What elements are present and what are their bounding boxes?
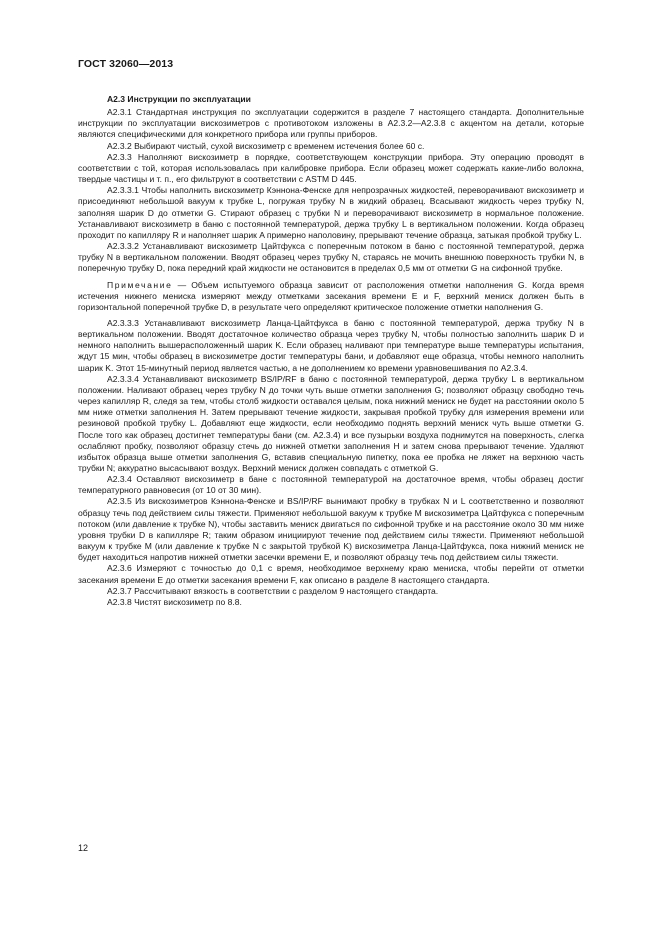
paragraph-a2-3-4: А2.3.4 Оставляют вискозиметр в бане с постоянной температурой на достаточное время, чтобы образец достиг температурного равновесия (от 10 от 30 мин). <box>78 474 584 496</box>
paragraph-a2-3-1: А2.3.1 Стандартная инструкция по эксплуатации содержится в разделе 7 настоящего стандарта. Дополнительные инструкции по эксплуатации вискозиметров с противотоком изложены в А2.3.2—А2.3.8 с акцентом на детали, которые являются специфическими для конкретного прибора или группы приборов. <box>78 107 584 140</box>
paragraph-a2-3-2: А2.3.2 Выбирают чистый, сухой вискозиметр с временем истечения более 60 с. <box>107 140 425 151</box>
paragraph-a2-3-5: А2.3.5 Из вискозиметров Кэннона-Фенске и BS/IP/RF вынимают пробку в трубках N и L соответственно и позволяют образцу течь под действием силы тяжести. Применяют небольшой вакуум к трубке M вискозиметра Цайтфукса с поперечным потоком (или давление к трубке N), чтобы заставить мениск двигаться по сифонной трубке и на расстояние около 30 мм ниже уровня трубки D в капилляре R; таким образом инициируют течение под действием силы тяжести. Применяют небольшой вакуум к трубке M (или давление к трубке N с закрытой трубкой K) вискозиметра Ланца-Цайтфукса, пока нижний мениск не будет находиться напротив нижней отметки засечки времени E, и позволяют образцу течь под действием силы тяжести. <box>78 496 584 563</box>
paragraph-a2-3-8: А2.3.8 Чистят вискозиметр по 8.8. <box>107 596 242 607</box>
paragraph-a2-3-6: А2.3.6 Измеряют с точностью до 0,1 с время, необходимое верхнему краю мениска, чтобы перейти от отметки засекания времени E до отметки засекания времени F, как описано в разделе 8 настоящего стандарта. <box>78 563 584 585</box>
note-text: — Объем испытуемого образца зависит от расположения отметки наполнения G. Когда время истечения нижнего мениска измеряют между отметками засекания времени E и F, верхний мениск должен быть в горизонтальной поперечной трубке D, в результате чего определяют критическое положение отметки наполнения G. <box>78 279 584 312</box>
paragraph-a2-3-3-1: А2.3.3.1 Чтобы наполнить вискозиметр Кэннона-Фенске для непрозрачных жидкостей, переворачивают вискозиметр и присоединяют небольшой вакуум к трубке L, погружая трубку N в жидкий образец. Всасывают жидкость через трубку N, заполняя шарик D до отметки G. Стирают образец с трубки N и переворачивают вискозиметр в нормальное положение. Устанавливают вискозиметр в баню с постоянной температурой, держа трубку L в вертикальном положении. Когда образец проходит по капилляру R и наполняет шарик A примерно наполовину, прерывают течение образца, затыкая пробкой трубку L. <box>78 185 584 240</box>
note-paragraph <box>78 280 584 313</box>
section-heading: А2.3 Инструкции по эксплуатации <box>107 94 251 104</box>
note-label: Примечание <box>107 279 173 290</box>
paragraph-a2-3-7: А2.3.7 Рассчитывают вязкость в соответствии с разделом 9 настоящего стандарта. <box>107 585 439 596</box>
paragraph-a2-3-3-3: А2.3.3.3 Устанавливают вискозиметр Ланца-Цайтфукса в баню с постоянной температурой, держа трубку N в вертикальном положении. Вводят достаточное количество образца через трубку N, чтобы полностью заполнить шарик D и немного наполнить вышерасположенный шарик K. Если образец наливают при температуре выше температуры испытания, ждут 15 мин, чтобы образец в вискозиметре достиг температуры бани, и добавляют еще образца, чтобы немного наполнить шарик K. Этот 15-минутный период является частью, а не дополнением ко времени уравновешивания по А2.3.4. <box>78 317 584 373</box>
paragraph-a2-3-3: А2.3.3 Наполняют вискозиметр в порядке, соответствующем конструкции прибора. Эту операцию проводят в соответствии с той, которая использовалась при калибровке прибора. Если образец может содержать какие-либо волокна, твердые частицы и т. п., его фильтруют в соответствии с ASTM D 445. <box>78 151 584 185</box>
document-header: ГОСТ 32060—2013 <box>78 58 174 70</box>
document-body <box>78 94 584 608</box>
paragraph-a2-3-3-4: А2.3.3.4 Устанавливают вискозиметр BS/IP/RF в баню с постоянной температурой, держа трубку L в вертикальном положении. Наливают образец через трубку N до точки чуть выше отметки заполнения G; позволяют образцу свободно течь через капилляр R, следя за тем, чтобы столб жидкости оставался целым, пока нижний мениск не будет на расстоянии около 5 мм ниже отметки заполнения H. Затем прерывают течение жидкости, закрывая пробкой трубку для измерения времени или резиновой пробкой трубку L. Добавляют еще жидкости, если необходимо поднять верхний мениск чуть выше отметки G. После того как образец достигнет температуры бани (см. А2.3.4) и все пузырьки воздуха поднимутся на поверхность, слегка ослабляют пробку, позволяют образцу стечь до нижней отметки заполнения H и затем снова прерывают течение. Удаляют избыток образца выше отметки заполнения G, вставив специальную пипетку, пока ее пробка не ляжет на верхнюю часть трубки N; аккуратно высасывают воздух. Верхний мениск должен совпадать с отметкой G. <box>78 373 584 473</box>
page-number: 12 <box>78 843 89 853</box>
paragraph-a2-3-3-2: А2.3.3.2 Устанавливают вискозиметр Цайтфукса с поперечным потоком в баню с постоянной температурой, держа трубку N в вертикальном положении. Вводят образец через трубку N, стараясь не мочить внешнюю поверхность трубки N, в поперечную трубку D, пока передний край жидкости не остановится в пределах 0,5 мм от отметки G на сифонной трубке. <box>78 241 584 274</box>
